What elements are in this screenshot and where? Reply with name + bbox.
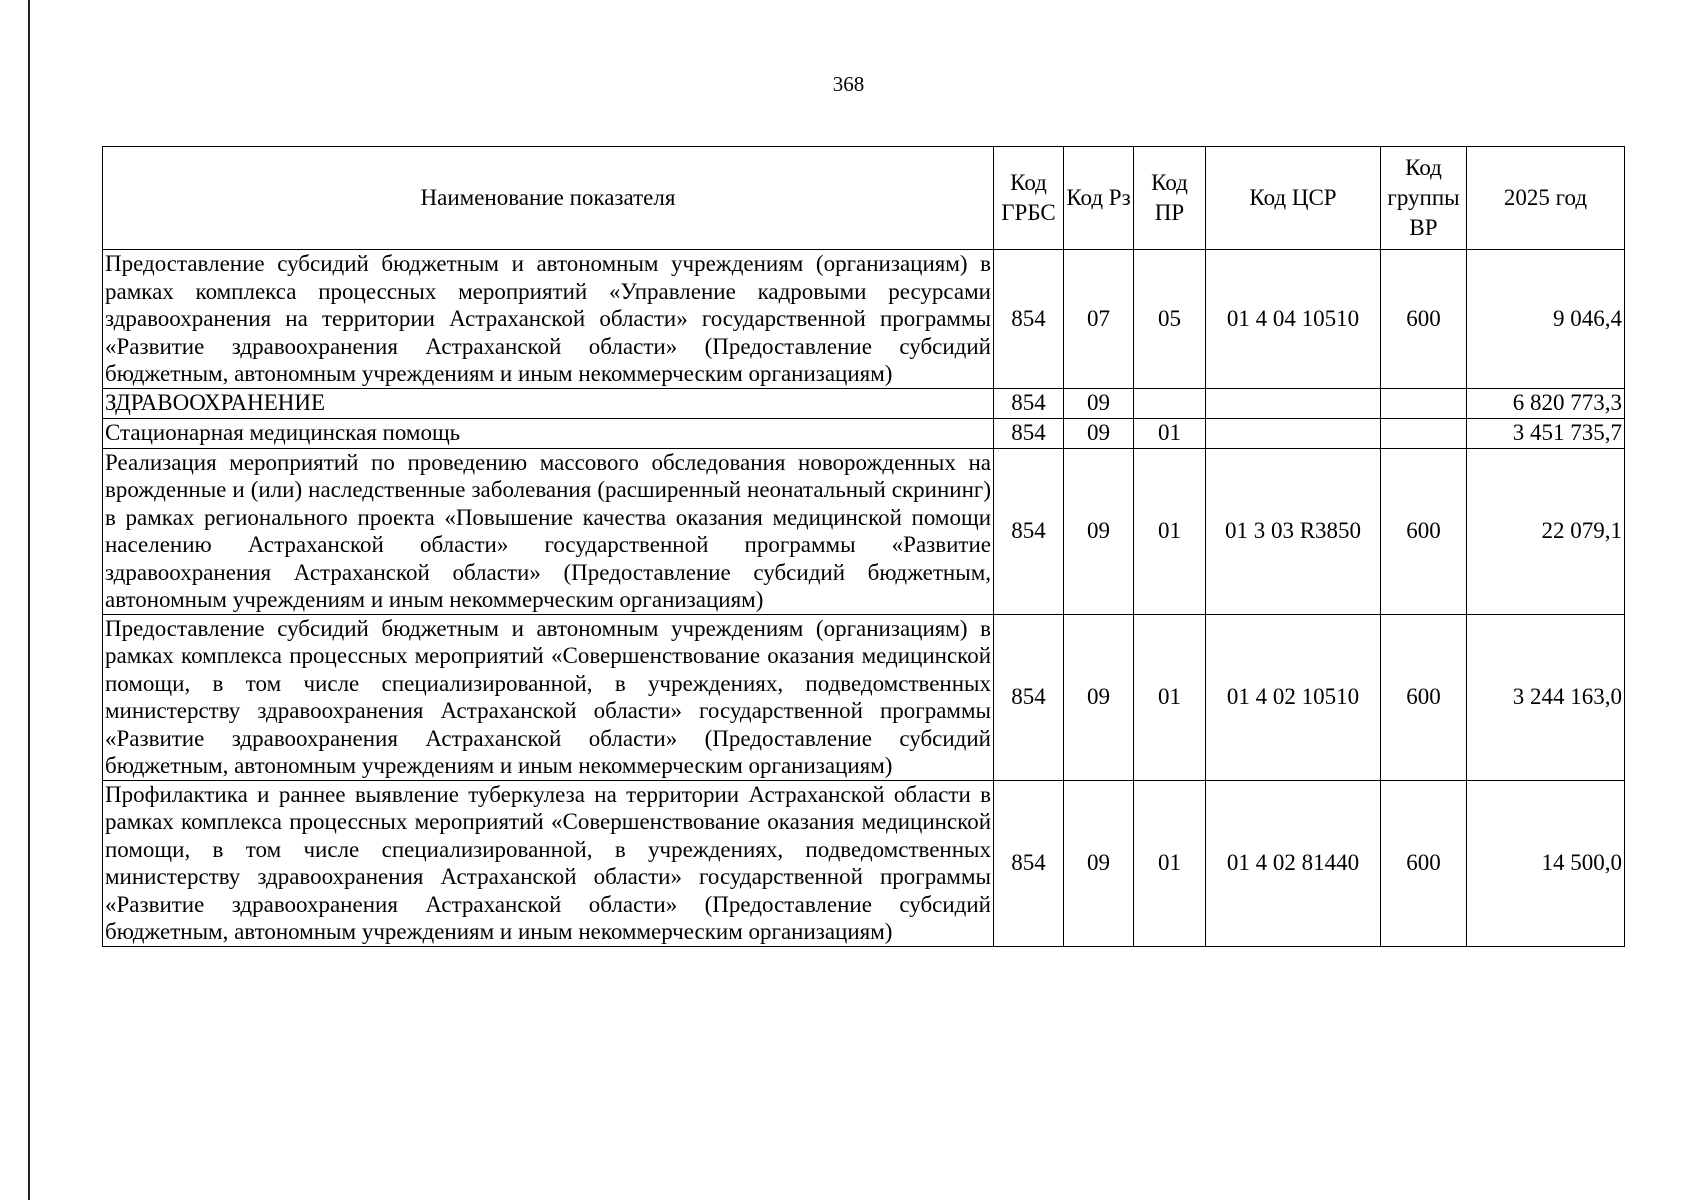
budget-table xyxy=(102,146,1625,947)
header-rz: Код Рз xyxy=(1064,147,1134,250)
row-name: Реализация мероприятий по проведению массового обследования новорожденных на врожденные и (или) наследственные заболевания (расширенный неонатальный скрининг) в рамках регионального проекта «Повышение качества оказания медицинской помощи населению Астраханской области» государственной программы «Развитие здравоохранения Астраханской области» (Предоставление субсидий бюджетным, автономным учреждениям и иным некоммерческим организациям) xyxy=(103,448,994,614)
page-edge-rule xyxy=(28,0,30,1200)
header-vr: Код группы ВР xyxy=(1381,147,1467,250)
row-csr: 01 4 02 10510 xyxy=(1206,614,1381,780)
row-csr: 01 3 03 R3850 xyxy=(1206,448,1381,614)
table-row xyxy=(103,780,1625,946)
row-amount: 14 500,0 xyxy=(1467,780,1625,946)
row-vr xyxy=(1381,418,1467,448)
header-name: Наименование показателя xyxy=(103,147,994,250)
row-amount: 22 079,1 xyxy=(1467,448,1625,614)
row-amount: 3 451 735,7 xyxy=(1467,418,1625,448)
row-pr: 05 xyxy=(1134,250,1206,389)
row-csr xyxy=(1206,418,1381,448)
row-pr: 01 xyxy=(1134,448,1206,614)
row-rz: 09 xyxy=(1064,448,1134,614)
row-grbs: 854 xyxy=(994,418,1064,448)
row-csr: 01 4 02 81440 xyxy=(1206,780,1381,946)
row-grbs: 854 xyxy=(994,250,1064,389)
header-year: 2025 год xyxy=(1467,147,1625,250)
row-pr xyxy=(1134,388,1206,418)
row-amount: 6 820 773,3 xyxy=(1467,388,1625,418)
row-amount: 9 046,4 xyxy=(1467,250,1625,389)
row-pr: 01 xyxy=(1134,418,1206,448)
row-name: Предоставление субсидий бюджетным и автономным учреждениям (организациям) в рамках комплекса процессных мероприятий «Совершенствование оказания медицинской помощи, в том числе специализированной, в учреждениях, подведомственных министерству здравоохранения Астраханской области» государственной программы «Развитие здравоохранения Астраханской области» (Предоставление субсидий бюджетным, автономным учреждениям и иным некоммерческим организациям) xyxy=(103,614,994,780)
row-name: ЗДРАВООХРАНЕНИЕ xyxy=(103,388,994,418)
row-rz: 09 xyxy=(1064,780,1134,946)
row-vr: 600 xyxy=(1381,448,1467,614)
row-vr xyxy=(1381,388,1467,418)
row-name: Стационарная медицинская помощь xyxy=(103,418,994,448)
row-pr: 01 xyxy=(1134,780,1206,946)
row-grbs: 854 xyxy=(994,388,1064,418)
table-row xyxy=(103,388,1625,418)
row-csr xyxy=(1206,388,1381,418)
table-row xyxy=(103,250,1625,389)
row-grbs: 854 xyxy=(994,448,1064,614)
row-amount: 3 244 163,0 xyxy=(1467,614,1625,780)
row-vr: 600 xyxy=(1381,250,1467,389)
header-csr: Код ЦСР xyxy=(1206,147,1381,250)
header-grbs: Код ГРБС xyxy=(994,147,1064,250)
row-vr: 600 xyxy=(1381,614,1467,780)
row-pr: 01 xyxy=(1134,614,1206,780)
row-rz: 09 xyxy=(1064,418,1134,448)
row-rz: 09 xyxy=(1064,388,1134,418)
table-row xyxy=(103,418,1625,448)
page-number: 368 xyxy=(832,72,865,96)
row-csr: 01 4 04 10510 xyxy=(1206,250,1381,389)
row-rz: 07 xyxy=(1064,250,1134,389)
row-vr: 600 xyxy=(1381,780,1467,946)
row-grbs: 854 xyxy=(994,780,1064,946)
row-name: Предоставление субсидий бюджетным и автономным учреждениям (организациям) в рамках комплекса процессных мероприятий «Управление кадровыми ресурсами здравоохранения на территории Астраханской области» государственной программы «Развитие здравоохранения Астраханской области» (Предоставление субсидий бюджетным, автономным учреждениям и иным некоммерческим организациям) xyxy=(103,250,994,389)
table-row xyxy=(103,614,1625,780)
row-rz: 09 xyxy=(1064,614,1134,780)
row-name: Профилактика и раннее выявление туберкулеза на территории Астраханской области в рамках комплекса процессных мероприятий «Совершенствование оказания медицинской помощи, в том числе специализированной, в учреждениях, подведомственных министерству здравоохранения Астраханской области» государственной программы «Развитие здравоохранения Астраханской области» (Предоставление субсидий бюджетным, автономным учреждениям и иным некоммерческим организациям) xyxy=(103,780,994,946)
table-header-row xyxy=(103,147,1625,250)
table-row xyxy=(103,448,1625,614)
header-pr: Код ПР xyxy=(1134,147,1206,250)
row-grbs: 854 xyxy=(994,614,1064,780)
